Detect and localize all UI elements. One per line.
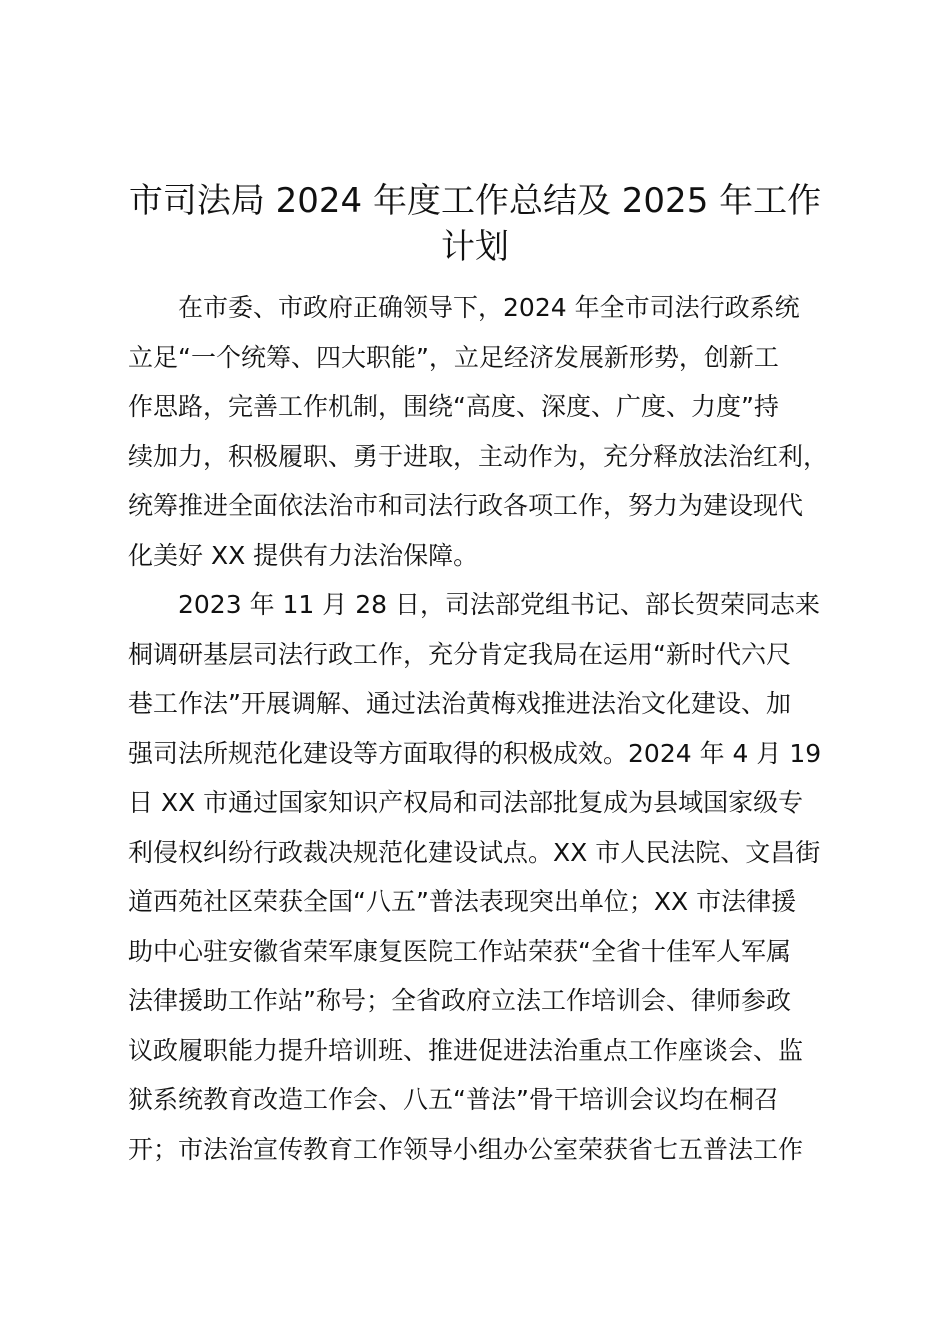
- title-line-2: 计划: [441, 227, 509, 267]
- body-line: 强司法所规范化建设等方面取得的积极成效。2024 年 4 月 19: [128, 738, 822, 768]
- body-line: 化美好 XX 提供有力法治保障。: [128, 540, 479, 570]
- body-line: 2023 年 11 月 28 日，司法部党组书记、部长贺荣同志来: [178, 590, 820, 619]
- body-line: 日 XX 市通过国家知识产权局和司法部批复成为县域国家级专: [128, 788, 804, 817]
- body-line: 狱系统教育改造工作会、八五“普法”骨干培训会议均在桐召: [128, 1085, 779, 1114]
- body-line: 道西苑社区荣获全国“八五”普法表现突出单位；XX 市法律援: [128, 887, 797, 916]
- document-body: [128, 283, 848, 1174]
- body-line: 续加力，积极履职、勇于进取，主动作为，充分释放法治红利，: [128, 441, 829, 471]
- body-line: 助中心驻安徽省荣军康复医院工作站荣获“全省十佳军人军属: [128, 936, 791, 966]
- body-line: 巷工作法”开展调解、通过法治黄梅戏推进法治文化建设、加: [128, 689, 791, 718]
- body-line: 统筹推进全面依法治市和司法行政各项工作，努力为建设现代: [128, 491, 804, 520]
- body-line: 立足“一个统筹、四大职能”，立足经济发展新形势，创新工: [128, 342, 779, 372]
- document-title: [0, 178, 950, 270]
- body-line: 开；市法治宣传教育工作领导小组办公室荣获省七五普法工作: [128, 1134, 804, 1164]
- body-line: 作思路，完善工作机制，围绕“高度、深度、广度、力度”持: [128, 392, 779, 421]
- title-line-1: 市司法局 2024 年度工作总结及 2025 年工作: [128, 181, 822, 221]
- body-line: 法律援助工作站”称号；全省政府立法工作培训会、律师参政: [128, 986, 791, 1015]
- body-line: 在市委、市政府正确领导下，2024 年全市司法行政系统: [178, 293, 800, 322]
- body-line: 利侵权纠纷行政裁决规范化建设试点。XX 市人民法院、文昌街: [128, 837, 821, 867]
- body-line: 议政履职能力提升培训班、推进促进法治重点工作座谈会、监: [128, 1035, 804, 1065]
- body-line: 桐调研基层司法行政工作，充分肯定我局在运用“新时代六尺: [128, 639, 791, 669]
